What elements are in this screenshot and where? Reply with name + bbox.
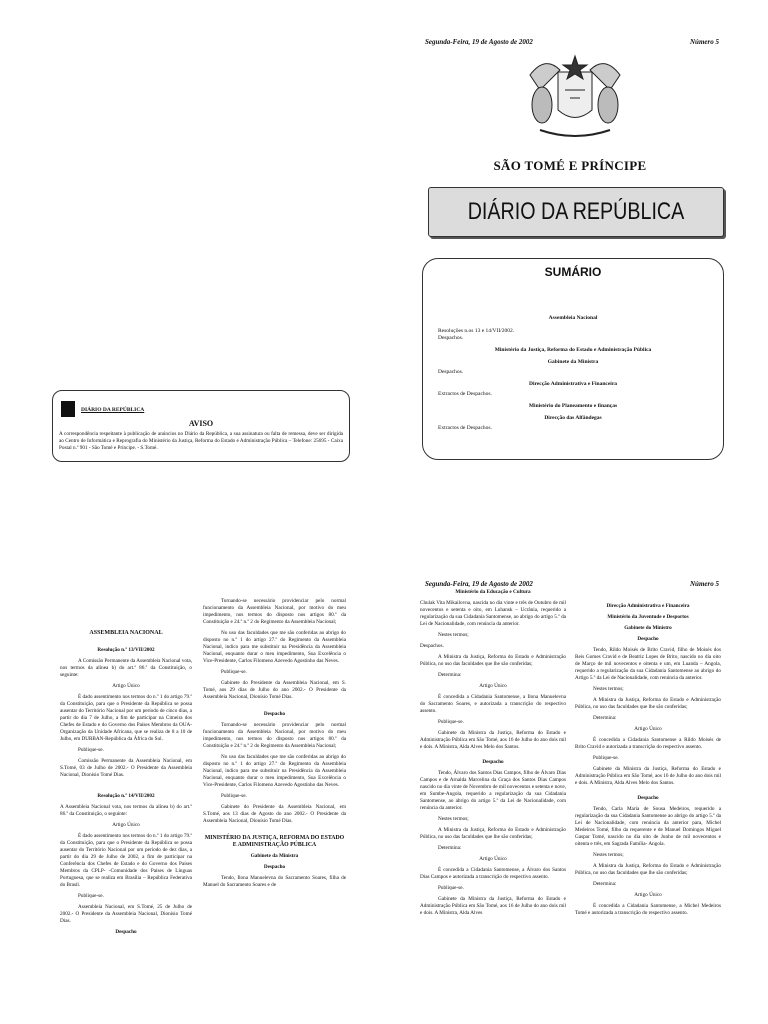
paragraph: Publique-se. <box>438 885 464 891</box>
paragraph: Assembleia Nacional, em S.Tomé, 25 de Julho de 2002.- O Presidente da Assembleia Nacional, Dionísio Tomé Dias. <box>60 904 192 924</box>
paragraph: A Ministra da Justiça, Reforma do Estado e Administração Pública, no uso das faculdades que lhe são conferidas; <box>420 654 566 667</box>
paragraph: É concedida a Cidadania Santomense, a Álvaro dos Santos Dias Campos e autorizada a transcrição do respectivo assento. <box>420 867 566 880</box>
summary-resolucoes: Resoluções n.os 13 e 14/VII/2002. <box>438 328 515 334</box>
paragraph: Nestes termos; <box>593 852 624 858</box>
office-heading: Gabinete do Ministro <box>624 625 672 631</box>
paragraph: A Ministra da Justiça, Reforma do Estado e Administração Pública, no uso das faculdades que lhe são conferidas; <box>575 863 721 876</box>
ministry-heading: Ministério da Educação e Cultura <box>455 589 531 595</box>
paragraph: É concedida a Cidadania Santomense, a Michel Medeiros Tomé e autorizada a transcrição do respectivo assento. <box>575 903 721 916</box>
paragraph: Gabinete da Ministra da Justiça, Reforma do Estado e Administração Pública em São Tomé, aos 16 de Julho do ano dois mil e dois. A Ministra, Alda Alves Melo dos Santos. <box>575 766 721 786</box>
ministry-heading: Ministério da Juventude e Desportos <box>607 614 689 620</box>
paragraph: Gabinete da Ministra da Justiça, Reforma do Estado e Administração Pública em São Tomé, aos 16 de Julho do ano dois mil e dois. A Ministra, Alda Alves <box>420 896 566 916</box>
article-heading: Artigo Único <box>479 856 507 862</box>
summary-assembleia: Assembleia Nacional <box>548 315 598 321</box>
article-heading: Artigo Único <box>634 892 662 898</box>
country-name: SÃO TOMÉ E PRÍNCIPE <box>493 158 647 173</box>
paragraph: É concedida a Cidadania Santomense a Rildo Moisés de Brito Cravid e autorizada a transcrição do respectivo assento. <box>575 737 721 750</box>
paragraph: Publique-se. <box>78 747 104 753</box>
article-heading: Artigo Único <box>112 683 140 689</box>
paragraph: A Ministra da Justiça, Reforma do Estado e Administração Pública, no uso das faculdades que lhe são conferidas; <box>420 827 566 840</box>
summary-alfandegas: Direcção das Alfândegas <box>544 415 602 421</box>
paragraph: A Assembleia Nacional vota, nos termos da alínea b) do art.º 86.º da Constituição, o seguinte: <box>60 804 192 817</box>
paragraph: Chulak Vita Mikailovna, nascida no dia vinte e três de Outubro de mil novecentos e setenta e oito, em Luhansk – Ucrânia, requerido a regularização da sua Cidadania Santomense, ao abrigo do artigo 5.º da Lei de Nacionalidade, com renúncia da anterior. <box>420 600 566 627</box>
article-heading: Artigo Único <box>479 683 507 689</box>
notice-brand: DIÁRIO DA REPÚBLICA <box>81 407 145 413</box>
paragraph: Determina: <box>593 715 617 721</box>
paragraph: É dado assentimento nos termos do n.º 1 do artigo 79.º da Constituição, para que o Presidente da República se possa ausentar do Território Nacional por um período de dez dias, a partir do dia 29 de Julho de 2002, a fim de participar na Conferência dos Chefes de Estado e do Governo dos Países Membros da CPLP- -Comunidade dos Países de Línguas Portuguesa, que se realiza em Brasília – República Federativa do Brasil. <box>60 833 192 888</box>
notice-logo-mark <box>61 401 75 417</box>
paragraph: No uso das faculdades que me são conferidas ao abrigo do disposto no n.º 1 do artigo 27.º do Regimento da Assembleia Nacional, indico para me substituir na Presidência da Assembleia Nacional, enquanto durar o meu impedimento, Sua Excelência o Vice-Presidente, Carlos Filomeno Azevedo Agostinho das Neves. <box>203 754 346 788</box>
paragraph: Gabinete da Ministra da Justiça, Reforma do Estado e Administração Pública em São Tomé, aos 16 de Julho do ano dois mil e dois. A Ministra, Alda Alves Melo dos Santos. <box>420 730 566 750</box>
section-heading: ASSEMBLEIA NACIONAL <box>89 630 163 636</box>
page3-column-1 <box>420 589 566 921</box>
despacho-heading: Despacho <box>115 929 137 935</box>
summary-extractos-2: Extractos de Despachos. <box>438 425 492 431</box>
summary-box <box>422 258 724 460</box>
issue-date: Segunda-Feira, 19 de Agosto de 2002 <box>425 38 533 46</box>
masthead-title: DIÁRIO DA REPÚBLICA <box>467 198 685 225</box>
masthead-banner <box>428 187 724 237</box>
summary-despachos-1: Despachos. <box>438 335 464 341</box>
summary-direccao: Direcção Administrativa e Financeira <box>528 381 618 387</box>
summary-despachos-2: Despachos. <box>438 369 464 375</box>
paragraph: É concedida a Cidadania Santomense, a Ilona Manuelevna do Sacramento Soares, e autorizada a transcrição do respectivo assento. <box>420 694 566 714</box>
page2-column-2 <box>203 598 346 893</box>
paragraph: A Comissão Permanente da Assembleia Nacional vota, nos termos da alínea b) do art.º 86.º da Constituição, o seguinte: <box>60 658 192 678</box>
paragraph: Publique-se. <box>438 719 464 725</box>
summary-gabinete: Gabinete da Ministra <box>547 359 599 365</box>
resolution-title: Resolução n.º 13/VII/2002 <box>97 647 155 653</box>
summary-heading: SUMÁRIO <box>544 265 602 279</box>
issue-number: Número 5 <box>690 38 719 46</box>
notice-heading: AVISO <box>188 419 214 428</box>
despacho-heading: Despacho <box>482 759 504 765</box>
summary-extractos-1: Extractos de Despachos. <box>438 391 492 397</box>
paragraph: Tendo, Carla Maria de Sousa Medeiros, requerido a regularização da sua Cidadania Santomense ao abrigo do artigo 5.º da Lei de Nacionalidade, com renúncia da anterior para, Michel Medeiros Tomé, filho da requerente e de Manuel Domingos Miguel Gaspar Tomé, nascido no dia oito de Junho de mil novecentos e oitenta e três, em Sagrada Família- Angola. <box>575 806 721 847</box>
paragraph: Tornando-se necessário providenciar pelo normal funcionamento da Assembleia Nacional, por motivo do meu impedimento, nos termos do disposto nos artigos 80.º da Constituição e 24.º n.º 2 do Regimento da Assembleia Nacional; <box>203 598 346 625</box>
coat-of-arms-emblem <box>520 50 630 142</box>
paragraph: Tendo, Ilona Manuelevna do Sacramento Soares, filha de Manuel do Sacramento Soares e de <box>203 875 346 888</box>
despacho-heading: Despacho <box>263 864 286 870</box>
notice-box <box>52 390 350 462</box>
paragraph: Publique-se. <box>593 755 619 761</box>
paragraph: A Ministra da Justiça, Reforma do Estado e Administração Pública, no uso das faculdades que lhe são conferidas; <box>575 697 721 710</box>
resolution-title: Resolução n.º 14/VII/2002 <box>97 793 155 799</box>
paragraph: Despachos. <box>420 643 444 649</box>
summary-ministerio: Ministério da Justiça, Reforma do Estado e Administração Pública <box>494 347 652 353</box>
paragraph: Nestes termos; <box>438 816 469 822</box>
despacho-heading: Despacho <box>263 711 286 717</box>
paragraph: Nestes termos; <box>593 686 624 692</box>
paragraph: Determina: <box>438 845 462 851</box>
paragraph: Determina: <box>438 672 462 678</box>
paragraph: É dado assentimento nos termos do n.º 1 do artigo 79.º da Constituição, para que o Presidente da República se possa ausentar do Território Nacional por um período de cinco dias, a partir do dia 7 de Julho, a fim de participar na Cimeira dos Chefes de Estado e do Governo dos Países Membros da OUA-Organização da Unidade Africana, que se realiza de 8 a 10 de Julho, em DURBAN-República da África do Sul. <box>60 694 192 742</box>
despacho-heading: Despacho <box>637 795 659 801</box>
page3-column-2 <box>575 603 721 921</box>
ministry-heading: MINISTÉRIO DA JUSTIÇA, REFORMA DO ESTADO E ADMINISTRAÇÃO PÚBLICA <box>204 835 345 848</box>
paragraph: Publique-se. <box>78 893 104 899</box>
paragraph: Gabinete do Presidente da Assembleia Nacional, em S. Tomé, aos 29 dias de Julho do ano 2002.- O Presidente da Assembleia Nacional, Dionísio Tomé Dias. <box>203 680 346 700</box>
paragraph: Publique-se. <box>221 669 247 675</box>
office-heading: Gabinete da Ministra <box>250 853 299 859</box>
paragraph: Comissão Permanente da Assembleia Nacional, em S.Tomé, 03 de Julho de 2002.- O Presidente da Assembleia Nacional, Dionísio Tomé Dias. <box>60 758 192 778</box>
page2-column-1 <box>60 630 192 940</box>
despacho-heading: Despacho <box>637 636 659 642</box>
issue-date: Segunda-Feira, 19 de Agosto de 2002 <box>425 580 533 588</box>
issue-number: Número 5 <box>690 580 719 588</box>
paragraph: No uso das faculdades que me são conferidas ao abrigo do disposto no n.º 1 do artigo 27.º do Regimento da Assembleia Nacional, indico para me substituir na Presidência da Assembleia Nacional, enquanto durar o meu impedimento, Sua Excelência o Vice-Presidente, Carlos Filomeno Azevedo Agostinho das Neves. <box>203 630 346 664</box>
summary-planeamento: Ministério do Planeamento e finanças <box>528 403 618 409</box>
article-heading: Artigo Único <box>634 726 662 732</box>
paragraph: Tornando-se necessário providenciar pelo normal funcionamento da Assembleia Nacional, por motivo do meu impedimento, nos termos do disposto nos artigos 80.º da Constituição e 24.º n.º 2 do Regimento da Assembleia Nacional; <box>203 722 346 749</box>
notice-text: A correspondência respeitante à publicação de anúncios no Diário da República, a sua assinatura ou falta de remessa, deve ser dirigida ao Centro de Informática e Reprografia do Ministério da Justiça, Reforma do Estado e Administração Pública – Telefone: 25695 - Caixa Postal n.º 901 - São Tomé e Príncipe. - S.Tomé. <box>59 431 343 451</box>
direccao-heading: Direcção Administrativa e Financeira <box>606 603 690 609</box>
paragraph: Tendo, Rildo Moisés de Brito Cravid, filho de Moisés dos Reis Gomes Cravid e de Beatriz Lopes de Brito, nascido no dia oito de Março de mil novecentos e oitenta e um, em Luanda – Angola, requerido a regularização da sua Cidadania Santomense ao abrigo do Artigo 5.º da Lei de Nacionalidade, com renúncia da anterior. <box>575 647 721 681</box>
article-heading: Artigo Único <box>112 822 140 828</box>
paragraph: Nestes termos; <box>438 632 469 638</box>
paragraph: Publique-se. <box>221 793 247 799</box>
paragraph: Gabinete do Presidente da Assembleia Nacional, em S.Tomé, aos 13 dias de Agosto do ano 2002.- O Presidente da Assembleia Nacional, Dionísio Tomé Dias. <box>203 804 346 824</box>
paragraph: Determina: <box>593 881 617 887</box>
paragraph: Tendo, Álvaro dos Santos Dias Campos, filho de Álvaro Dias Campos e de Arnalda Marcelina da Graça dos Santos Dias Campos nascido no dia vinte de Novembro de mil novecentos e setenta e nove, em Sumbe-Angola, requerido a regularização da sua Cidadania Santomense, ao abrigo do artigo 5.º da Lei de Nacionalidade, com renúncia da anterior. <box>420 770 566 811</box>
